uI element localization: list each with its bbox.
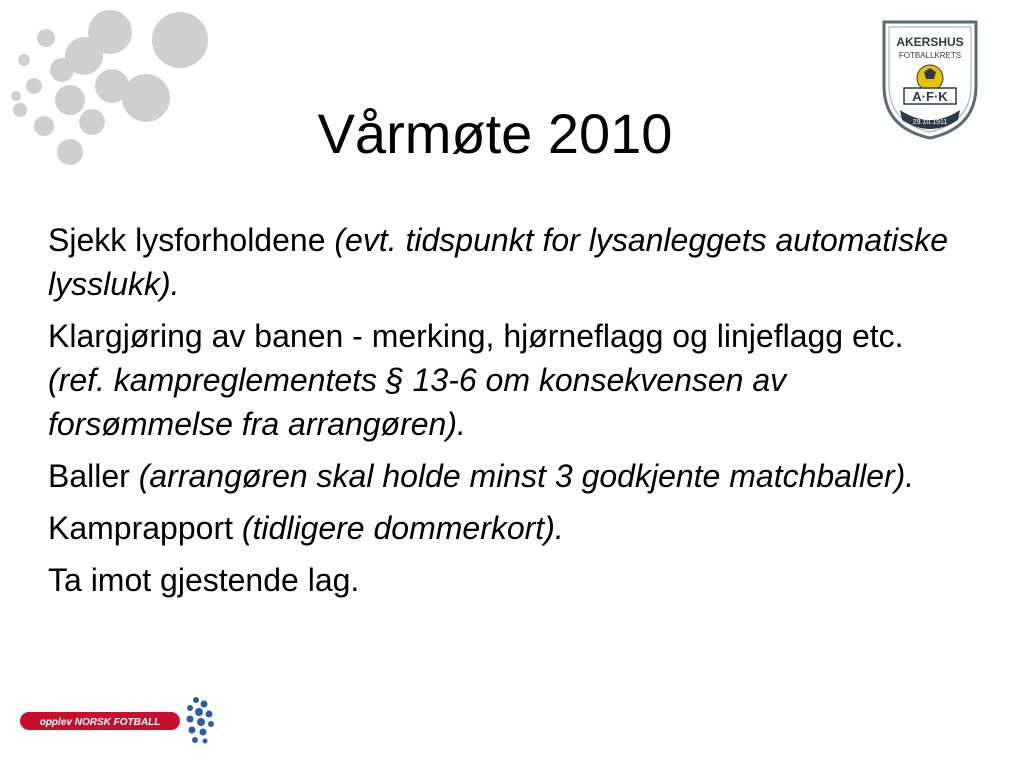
bullet-item	[48, 314, 968, 446]
bullet-item	[48, 218, 968, 306]
opplev-norsk-fotball-logo	[18, 692, 218, 748]
bullet-text: Klargjøring av banen - merking, hjørneflagg og linjeflagg etc.	[48, 318, 904, 354]
svg-text:29.10.1911: 29.10.1911	[912, 119, 948, 126]
bullet-text: Kamprapport	[48, 510, 233, 546]
bullet-text: Ta imot gjestende lag.	[48, 562, 360, 598]
bullet-item	[48, 454, 968, 498]
bullet-note: (ref. kampreglementets § 13-6 om konsekvensen av forsømmelse fra arrangøren).	[48, 362, 787, 442]
svg-text:A·F·K: A·F·K	[912, 89, 948, 104]
bullet-note: (arrangøren skal holde minst 3 godkjente matchballer).	[138, 458, 915, 494]
bullet-text: Baller	[48, 458, 130, 494]
svg-text:opplev NORSK FOTBALL: opplev NORSK FOTBALL	[39, 717, 161, 728]
bullet-note: (evt. tidspunkt for lysanleggets automatiske lysslukk).	[48, 222, 949, 302]
svg-text:AKERSHUS: AKERSHUS	[896, 35, 964, 49]
slide-title: Vårmøte 2010	[317, 102, 673, 165]
bullet-text: Sjekk lysforholdene	[48, 222, 326, 258]
svg-text:FOTBALLKRETS: FOTBALLKRETS	[898, 51, 962, 60]
bullet-note: (tidligere dommerkort).	[241, 510, 564, 546]
bullet-list	[48, 218, 968, 610]
football-club-crest-icon	[880, 16, 980, 142]
bullet-item	[48, 558, 968, 602]
bullet-item	[48, 506, 968, 550]
